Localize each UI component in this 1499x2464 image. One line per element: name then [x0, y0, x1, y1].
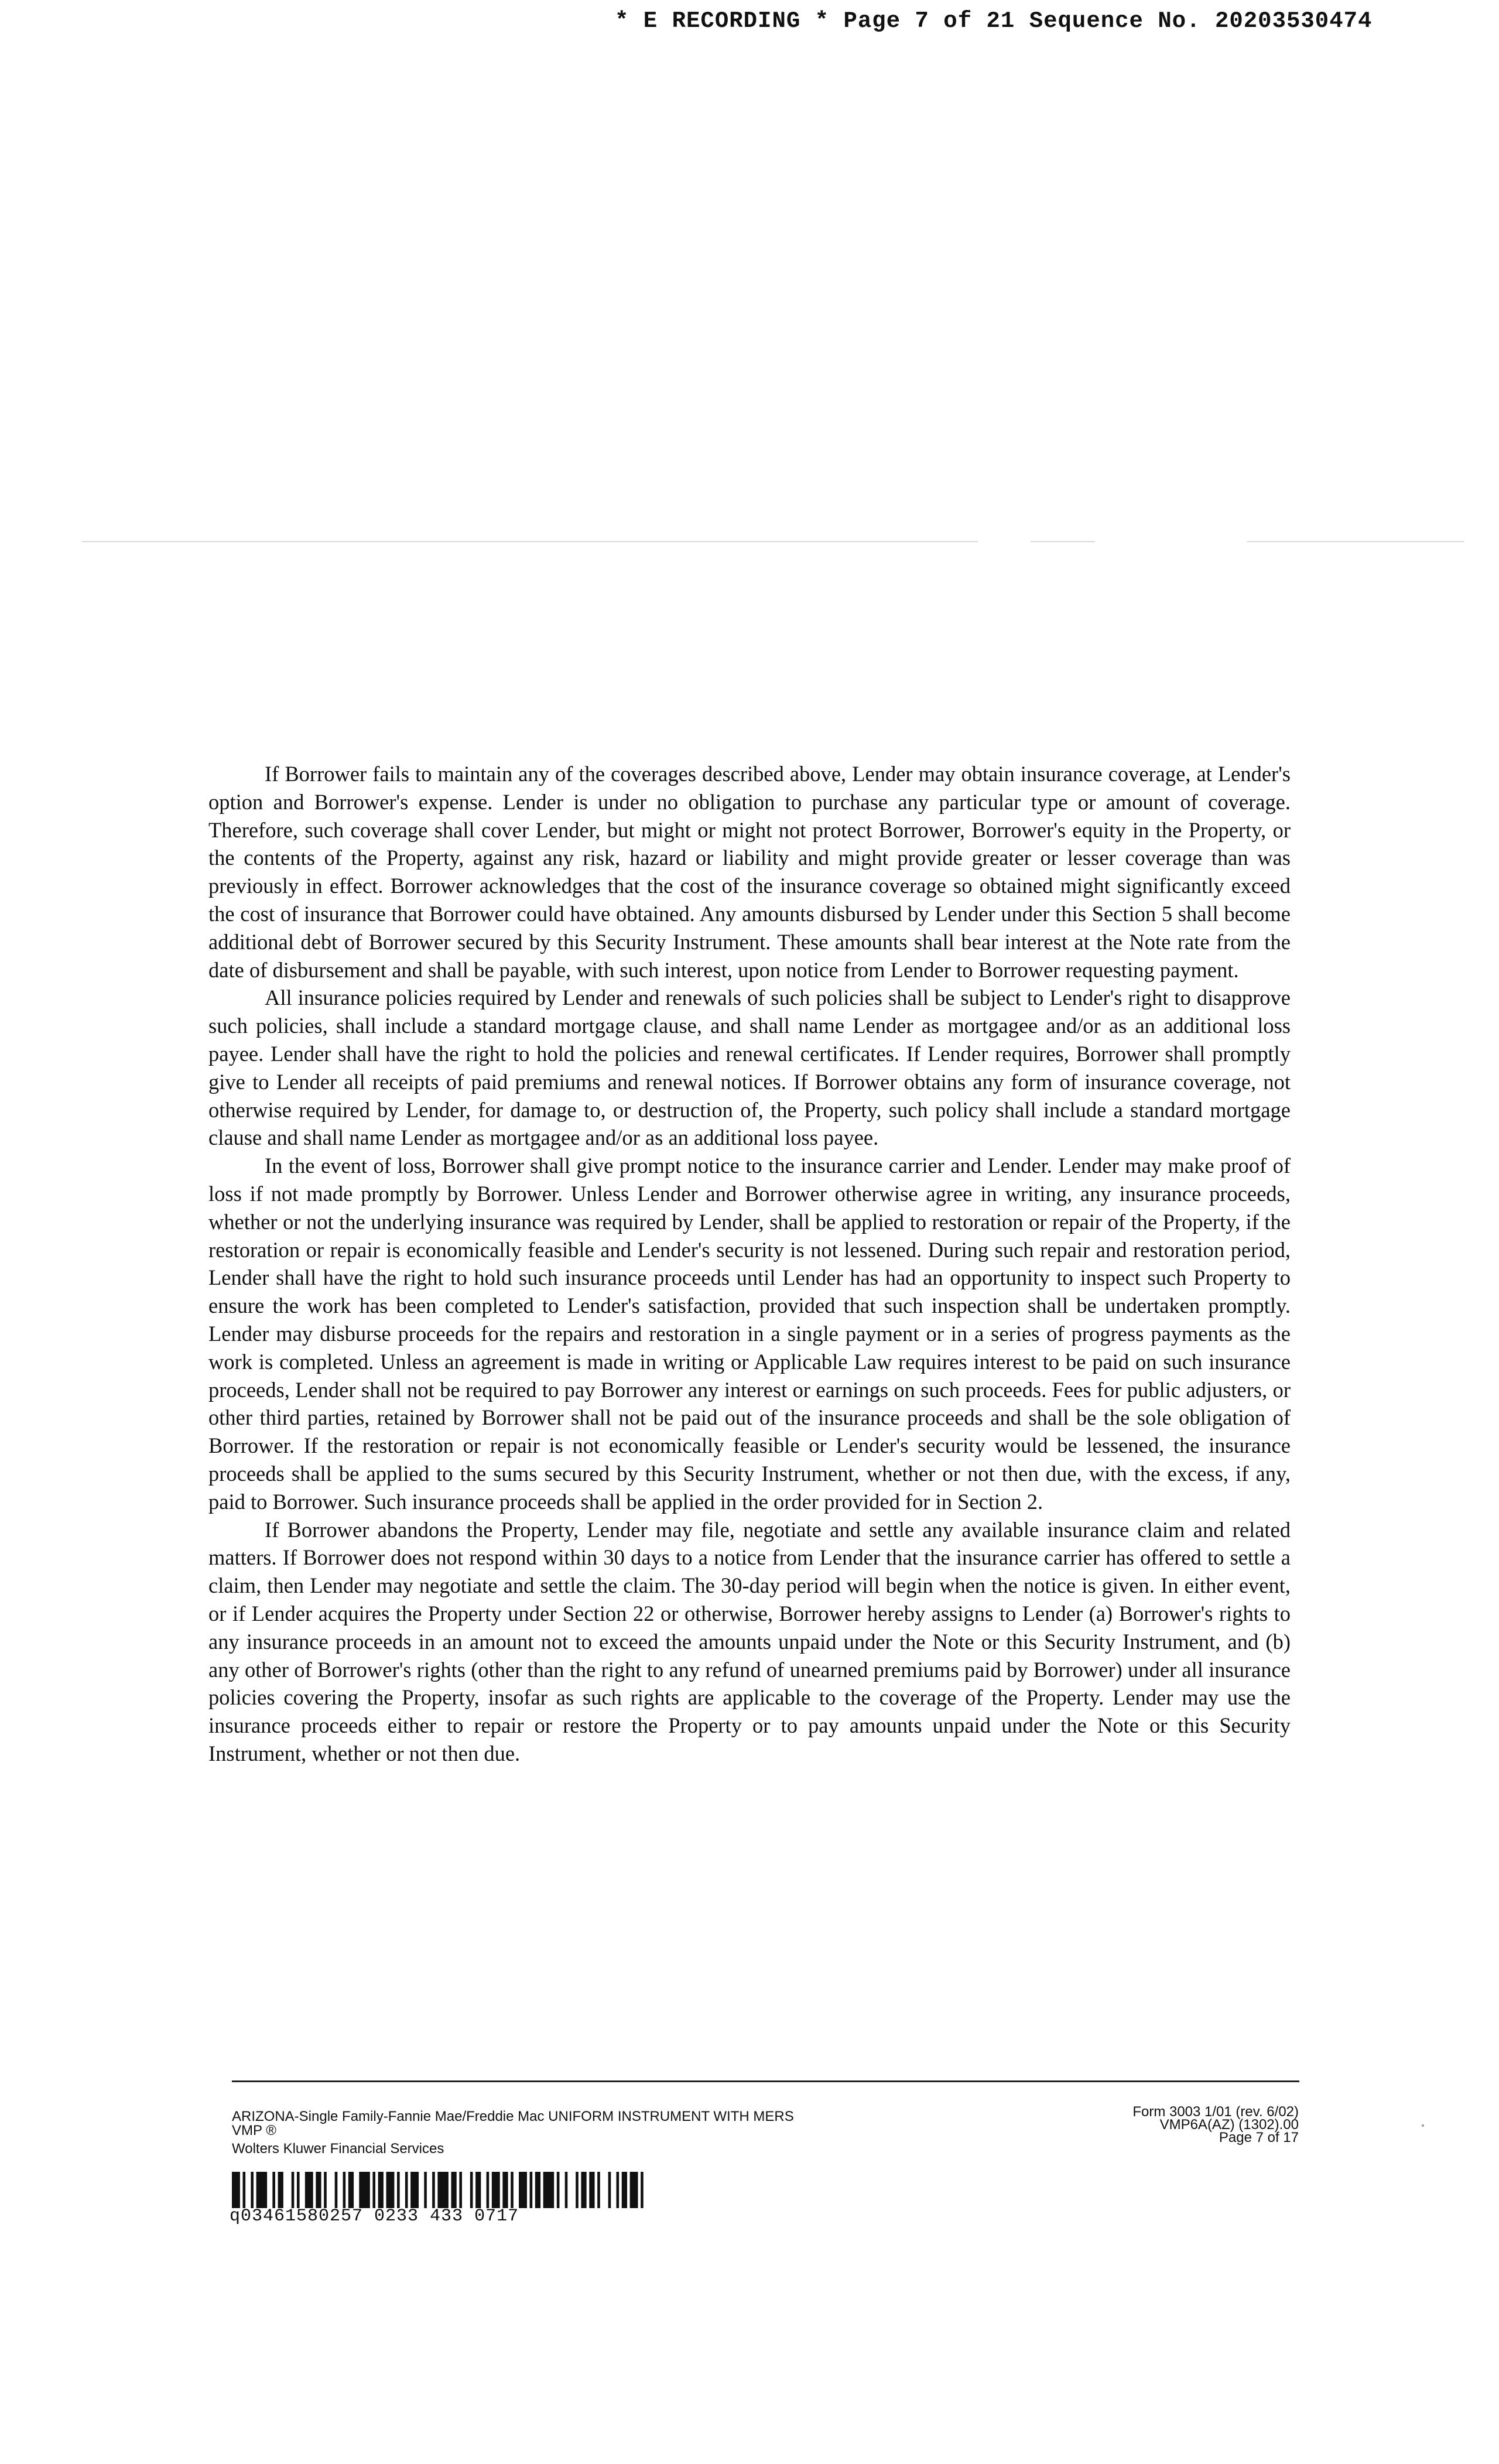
barcode-bar	[335, 2172, 338, 2208]
barcode-bar	[405, 2172, 408, 2208]
scan-artifact-line	[1247, 541, 1464, 542]
barcode-bar	[511, 2172, 514, 2208]
barcode-number: q03461580257 0233 433 0717	[230, 2206, 519, 2226]
recording-header: * E RECORDING * Page 7 of 21 Sequence No. 20203530474	[615, 8, 1373, 34]
barcode-bar	[272, 2172, 275, 2208]
footer-right	[995, 2106, 1299, 2144]
scan-artifact-line	[82, 541, 978, 542]
barcode-bar	[437, 2172, 448, 2208]
paragraph-abandoned-property: If Borrower abandons the Property, Lender may file, negotiate and settle any available insurance claim and related matters. If Borrower does not respond within 30 days to a notice from Lender that the insurance carrier has offered to settle a claim, then Lender may negotiate and settle the claim. The 30-day period will begin when the notice is given. In either event, or if Lender acquires the Property under Section 22 or otherwise, Borrower hereby assigns to Lender (a) Borrower's rights to any insurance proceeds in an amount not to exceed the amounts unpaid under the Note or this Security Instrument, and (b) any other of Borrower's rights (other than the right to any refund of unearned premiums paid by Borrower) under all insurance policies covering the Property, insofar as such rights are applicable to the coverage of the Property. Lender may use the insurance proceeds either to repair or restore the Property or to pay amounts unpaid under the Note or this Security Instrument, whether or not then due.	[208, 1517, 1291, 1765]
barcode-bar	[359, 2172, 369, 2208]
barcode-bar	[565, 2172, 568, 2208]
barcode-bar	[432, 2172, 435, 2208]
barcode-bar	[622, 2172, 627, 2208]
barcode-bar	[589, 2172, 594, 2208]
barcode-bar	[292, 2172, 295, 2208]
barcode-bar	[316, 2172, 321, 2208]
barcode-bar	[543, 2172, 554, 2208]
barcode-bar	[617, 2172, 620, 2208]
barcode-bar	[557, 2172, 560, 2208]
publisher-name: Wolters Kluwer Financial Services	[232, 2141, 444, 2157]
barcode-bar	[278, 2172, 283, 2208]
paragraph-insurance-policies: All insurance policies required by Lender and renewals of such policies shall be subject to Lender's right to disapprove such policies, shall include a standard mortgage clause, and shall name Lender as mortgagee and/or as an additional loss payee. Lender shall have the right to hold the policies and renewal certificates. If Lender requires, Borrower shall promptly give to Lender all receipts of paid premiums and renewal notices. If Borrower obtains any form of insurance coverage, not otherwise required by Lender, for damage to, or destruction of, the Property, such policy shall include a standard mortgage clause and shall name Lender as mortgagee and/or as an additional loss payee.	[208, 985, 1291, 1150]
barcode-bar	[576, 2172, 579, 2208]
form-title: ARIZONA-Single Family-Fannie Mae/Freddie Mac UNIFORM INSTRUMENT WITH MERS	[232, 2109, 794, 2124]
barcode-bar	[608, 2172, 611, 2208]
barcode-bar	[348, 2172, 354, 2208]
vmp-mark: VMP ®	[232, 2123, 276, 2138]
barcode-bar	[475, 2172, 481, 2208]
barcode-bar	[343, 2172, 346, 2208]
form-code: VMP6A(AZ) (1302).00	[1159, 2117, 1299, 2133]
barcode-bar	[378, 2172, 384, 2208]
barcode-bar	[410, 2172, 419, 2208]
barcode-bar	[535, 2172, 540, 2208]
barcode-bar	[397, 2172, 400, 2208]
barcode-bar	[492, 2172, 500, 2208]
page-of: Page 7 of 17	[1219, 2130, 1299, 2145]
barcode-bar	[530, 2172, 533, 2208]
form-number: Form 3003 1/01 (rev. 6/02)	[1132, 2104, 1299, 2120]
barcode-bar	[519, 2172, 527, 2208]
scan-speck	[1422, 2124, 1424, 2127]
barcode-bar	[502, 2172, 508, 2208]
document-body	[208, 760, 1291, 1768]
barcode-bar	[470, 2172, 473, 2208]
barcode-bar	[297, 2172, 300, 2208]
barcode-bar	[487, 2172, 490, 2208]
barcode-bar	[251, 2172, 254, 2208]
barcode	[232, 2172, 649, 2208]
barcode-bar	[372, 2172, 375, 2208]
barcode-bar	[641, 2172, 644, 2208]
barcode-bar	[597, 2172, 600, 2208]
footer-left	[232, 2108, 794, 2157]
barcode-bar	[324, 2172, 327, 2208]
barcode-bar	[232, 2172, 240, 2208]
footer-divider	[232, 2080, 1299, 2082]
barcode-bar	[424, 2172, 427, 2208]
barcode-bar	[242, 2172, 245, 2208]
paragraph-event-of-loss: In the event of loss, Borrower shall give prompt notice to the insurance carrier and Lender. Lender may make proof of loss if not made promptly by Borrower. Unless Lender and Borrower otherwise agree in writing, any insurance proceeds, whether or not the underlying insurance was required by Lender, shall be applied to restoration or repair of the Property, if the restoration or repair is economically feasible and Lender's security is not lessened. During such repair and restoration period, Lender shall have the right to hold such insurance proceeds until Lender has had an opportunity to inspect such Property to ensure the work has been completed to Lender's satisfaction, provided that such inspection shall be undertaken promptly. Lender may disburse proceeds for the repairs and restoration in a single payment or in a series of progress payments as the work is completed. Unless an agreement is made in writing or Applicable Law requires interest to be paid on such insurance proceeds, Lender shall not be required to pay Borrower any interest or earnings on such proceeds. Fees for public adjusters, or other third parties, retained by Borrower shall not be paid out of the insurance proceeds and shall be the sole obligation of Borrower. If the restoration or repair is not economically feasible or Lender's security would be lessened, the insurance proceeds shall be applied to the sums secured by this Security Instrument, whether or not then due, with the excess, if any, paid to Borrower. Such insurance proceeds shall be applied in the order provided for in Section 2.	[208, 1154, 1291, 1514]
barcode-bar	[581, 2172, 586, 2208]
scan-artifact-line	[1031, 541, 1095, 542]
barcode-bar	[459, 2172, 462, 2208]
barcode-bar	[451, 2172, 456, 2208]
paragraph-lender-purchased-insurance: If Borrower fails to maintain any of the coverages described above, Lender may obtain insurance coverage, at Lender's option and Borrower's expense. Lender is under no obligation to purchase any particular type or amount of coverage. Therefore, such coverage shall cover Lender, but might or might not protect Borrower, Borrower's equity in the Property, or the contents of the Property, against any risk, hazard or liability and might provide greater or lesser coverage than was previously in effect. Borrower acknowledges that the cost of the insurance coverage so obtained might significantly exceed the cost of insurance that Borrower could have obtained. Any amounts disbursed by Lender under this Section 5 shall become additional debt of Borrower secured by this Security Instrument. These amounts shall bear interest at the Note rate from the date of disbursement and shall be payable, with such interest, upon notice from Lender to Borrower requesting payment.	[208, 762, 1291, 982]
barcode-bar	[256, 2172, 267, 2208]
barcode-bar	[386, 2172, 395, 2208]
barcode-bar	[305, 2172, 313, 2208]
barcode-bar	[630, 2172, 638, 2208]
